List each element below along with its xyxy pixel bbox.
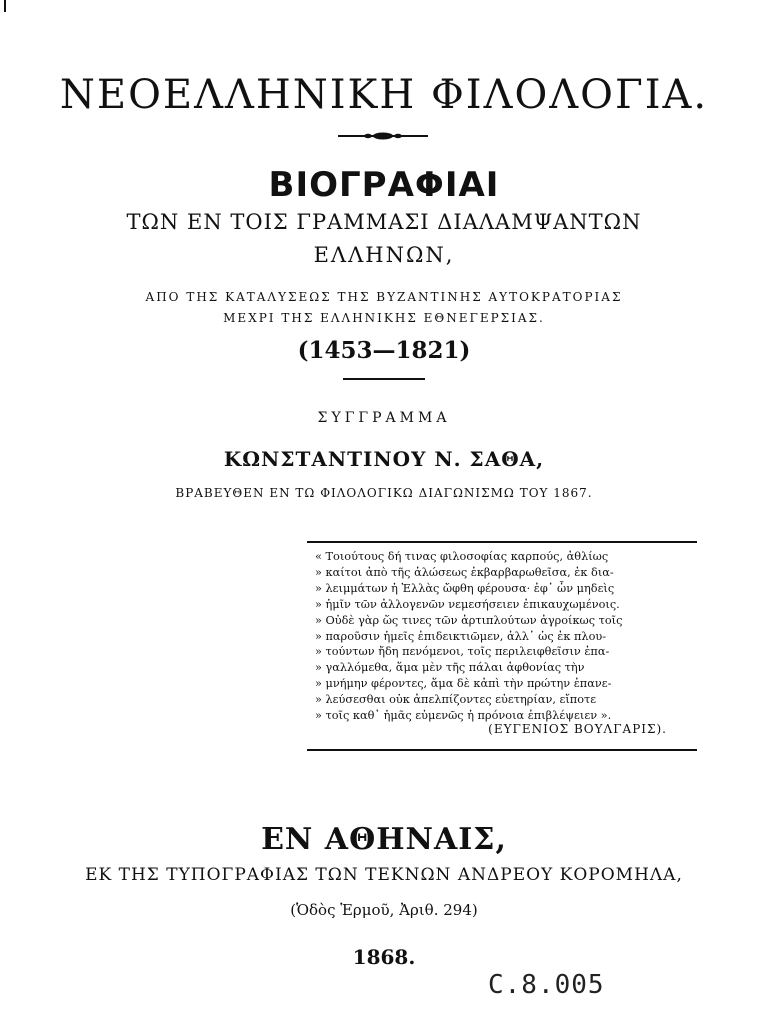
year-range: (1453—1821) <box>297 337 471 364</box>
author-name: ΚΩΝΣΤΑΝΤΙΝΟΥ Ν. ΣΑΘΑ, <box>223 447 545 471</box>
imprint-year: 1868. <box>352 945 416 969</box>
prize-note: ΒΡΑΒΕΥΘΕΝ ΕΝ ΤΩ ΦΙΛΟΛΟΓΙΚΩ ΔΙΑΓΩΝΙΣΜΩ ΤΟΥ 1867. <box>175 486 593 500</box>
epigraph-line: » λεύσεσθαι οὐκ ἀπελπίζοντες εὐετηρίαν, εἴποτε <box>315 693 597 707</box>
epigraph-line: » ἡμῖν τῶν ἀλλογενῶν νεμεσήσειεν ἐπικαυχωμένοις. <box>315 597 620 611</box>
work-label: ΣΥΓΓΡΑΜΜΑ <box>317 410 451 426</box>
epigraph-line: » καίτοι ἀπὸ τῆς ἁλώσεως ἐκβαρβαρωθεῖσα, ἐκ δια- <box>315 565 614 579</box>
epigraph-line: » γαλλόμεθα, ἅμα μὲν τῆς πάλαι ἀφθονίας τὴν <box>315 661 585 675</box>
horizontal-rule <box>343 378 425 380</box>
corner-mark <box>4 0 6 12</box>
epigraph-line: » τούντων ἤδη πενόμενοι, τοῖς περιλειφθεῖσιν ἐπα- <box>315 645 610 659</box>
title-line-6: ΜΕΧΡΙ ΤΗΣ ΕΛΛΗΝΙΚΗΣ ΕΘΝΕΓΕΡΣΙΑΣ. <box>223 311 545 325</box>
epigraph-line: » Οὐδὲ γὰρ ὥς τινες τῶν ἀρτιπλούτων ἀγροίκως τοῖς <box>315 613 623 627</box>
epigraph-line: » τοῖς καθ᾽ ἡμᾶς εὐμενῶς ἡ πρόνοια ἐπιβλέψειεν ». <box>315 709 612 723</box>
title-line-4: ΕΛΛΗΝΩΝ, <box>313 243 455 267</box>
library-stamp: C.8.005 <box>488 970 605 1000</box>
imprint-press: ΕΚ ΤΗΣ ΤΥΠΟΓΡΑΦΙΑΣ ΤΩΝ ΤΕΚΝΩΝ ΑΝΔΡΕΟΥ ΚΟΡΟΜΗΛΑ, <box>85 865 683 885</box>
epigraph-attribution: (ΕΥΓΕΝΙΟΣ ΒΟΥΛΓΑΡΙΣ). <box>488 722 667 736</box>
epigraph-block <box>307 541 697 751</box>
main-title: ΝΕΟΕΛΛΗΝΙΚΗ ΦΙΛΟΛΟΓΙΑ. <box>59 72 709 118</box>
epigraph-line: « Τοιούτους δή τινας φιλοσοφίας καρπούς, ἀθλίως <box>315 550 609 563</box>
title-line-5: ΑΠΟ ΤΗΣ ΚΑΤΑΛΥΣΕΩΣ ΤΗΣ ΒΥΖΑΝΤΙΝΗΣ ΑΥΤΟΚΡΑΤΟΡΙΑΣ <box>145 290 623 304</box>
epigraph-line: » παροῦσιν ἡμεῖς ἐπιδεικτιῶμεν, ἀλλ᾽ ὡς ἐκ πλου- <box>315 629 607 643</box>
imprint-address: (Ὁδὸς Ἑρμοῦ, Ἀριθ. 294) <box>290 901 478 919</box>
imprint-place: ΕΝ ΑΘΗΝΑΙΣ, <box>261 822 507 857</box>
epigraph-line: » λειμμάτων ἡ Ἑλλὰς ὤφθη φέρουσα· ἐφ᾽ ὧν μηδεὶς <box>315 581 615 595</box>
subtitle: ΒΙΟΓΡΑΦΙΑΙ <box>268 165 500 205</box>
title-line-3: ΤΩΝ ΕΝ ΤΟΙΣ ΓΡΑΜΜΑΣΙ ΔΙΑΛΑΜΨΑΝΤΩΝ <box>126 210 642 234</box>
ornament-divider <box>338 132 428 140</box>
epigraph-line: » μνήμην φέροντες, ἅμα δὲ κἀπὶ τὴν πρώτην ἐπανε- <box>315 677 612 691</box>
